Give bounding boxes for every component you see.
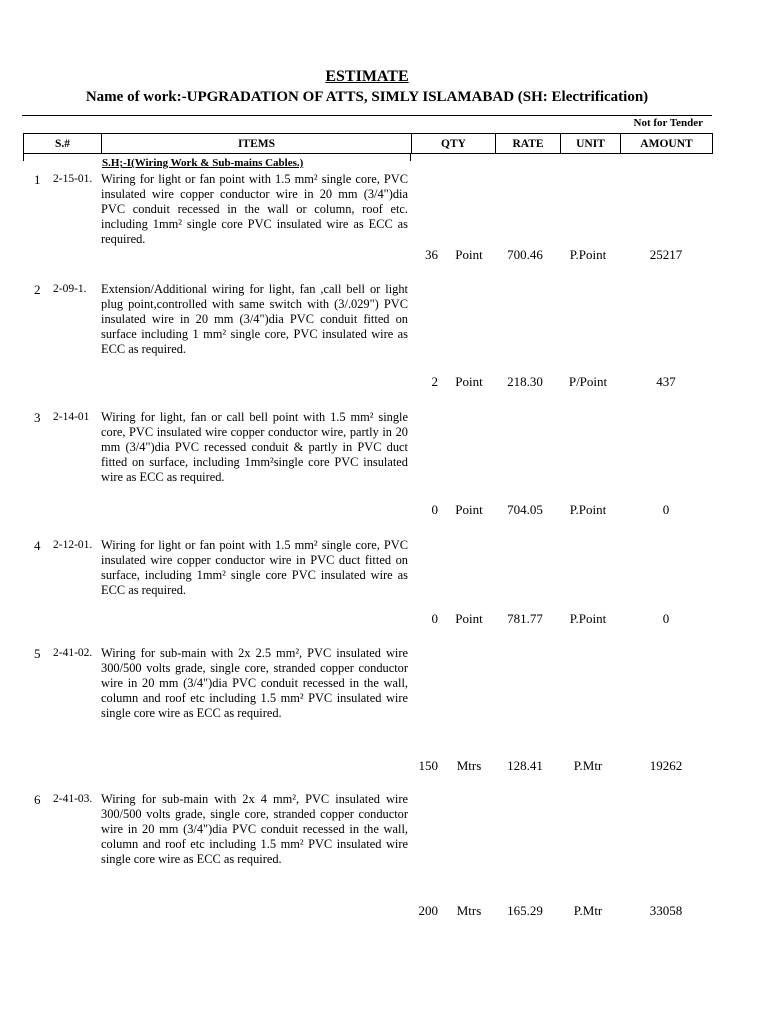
header-amount: AMOUNT	[640, 137, 693, 150]
row-qty: 0	[431, 502, 438, 517]
row-amount: 0	[662, 502, 670, 517]
row-serial-number: 3	[34, 410, 41, 425]
header-sno: S.#	[24, 134, 102, 153]
header-rate: RATE	[496, 134, 561, 153]
row-item-description: Wiring for sub-main with 2x 4 mm², PVC insulated wire 300/500 volts grade, single core, stranded copper conductor wire in 20 mm (3/4")dia PVC conduit recessed in the wall, column and roof etc including 1.5 mm² PVC insulated wire single core wire as ECC as required.	[101, 792, 408, 866]
row-qty: 0	[431, 611, 438, 626]
row-item-code: 2-15-01.	[53, 173, 93, 185]
row-amount: 25217	[649, 247, 683, 262]
row-serial-number: 4	[34, 538, 41, 553]
sub-head-title: S.H;-I(Wiring Work & Sub-mains Cables.)	[102, 157, 304, 169]
row-item-code: 2-12-01.	[53, 539, 93, 551]
row-qty-unit: Point	[455, 611, 483, 626]
row-item-description: Wiring for light or fan point with 1.5 mm² single core, PVC insulated wire copper conductor wire in 20 mm (3/4")dia PVC conduit recessed in the wall or column, roof etc. including 1mm² single core PVC insulated wire as ECC as required.	[101, 172, 408, 246]
name-of-work: Name of work:-UPGRADATION OF ATTS, SIMLY ISLAMABAD (SH: Electrification)	[85, 89, 649, 105]
row-item-code: 2-14-01	[53, 411, 90, 423]
row-amount: 19262	[649, 758, 683, 773]
row-qty: 2	[431, 374, 438, 389]
row-serial-number: 2	[34, 282, 41, 297]
row-rate: 781.77	[507, 611, 543, 626]
row-item-code: 2-41-02.	[53, 647, 93, 659]
row-item-description: Wiring for light, fan or call bell point with 1.5 mm² single core, PVC insulated wire copper conductor wire, partly in 20 mm (3/4")dia PVC recessed conduit & partly in PVC duct fitted on surface, including 1mm²single core PVC insulated wire as ECC as required.	[101, 410, 408, 484]
row-amount: 33058	[649, 903, 683, 918]
row-item-description: Extension/Additional wiring for light, fan ,call bell or light plug point,controlled with same switch with (3/.029") PVC insulated wire in 20 mm (3/4")dia PVC conduit fitted on surface including 1 mm² single core, PVC insulated wire as ECC as required.	[101, 282, 408, 356]
row-qty: 36	[425, 247, 438, 262]
row-serial-number: 5	[34, 646, 41, 661]
items-border-stub	[410, 153, 411, 161]
header-items: ITEMS	[102, 134, 412, 153]
row-amount: 437	[656, 374, 676, 389]
row-unit: P.Point	[569, 611, 607, 626]
row-amount: 0	[662, 611, 670, 626]
title-divider	[22, 115, 712, 116]
row-qty-unit: Mtrs	[456, 903, 482, 918]
row-unit: P.Point	[569, 502, 607, 517]
row-item-description: Wiring for sub-main with 2x 2.5 mm², PVC insulated wire 300/500 volts grade, single core, stranded copper conductor wire in 20 mm (3/4")dia PVC conduit recessed in the wall, column and roof etc including 1.5 mm² PVC insulated wire single core wire as ECC as required.	[101, 646, 408, 720]
row-rate: 704.05	[507, 502, 543, 517]
row-qty-unit: Mtrs	[456, 758, 482, 773]
row-serial-number: 1	[34, 172, 41, 187]
row-rate: 700.46	[507, 247, 543, 262]
row-unit: P/Point	[568, 374, 608, 389]
row-item-code: 2-41-03.	[53, 793, 93, 805]
row-qty: 150	[418, 758, 438, 773]
left-border-stub	[23, 153, 24, 161]
row-qty-unit: Point	[455, 502, 483, 517]
row-rate: 218.30	[507, 374, 543, 389]
row-rate: 128.41	[507, 758, 543, 773]
row-qty: 200	[418, 903, 438, 918]
row-item-description: Wiring for light or fan point with 1.5 mm² single core, PVC insulated wire copper conductor wire in PVC duct fitted on surface, including 1mm² single core PVC insulated wire as ECC as required.	[101, 538, 408, 597]
row-unit: P.Point	[569, 247, 607, 262]
header-unit: UNIT	[561, 134, 621, 153]
row-serial-number: 6	[34, 792, 41, 807]
row-unit: P.Mtr	[573, 758, 603, 773]
row-item-code: 2-09-1.	[53, 283, 87, 295]
row-qty-unit: Point	[455, 374, 483, 389]
tender-note: Not for Tender	[633, 117, 703, 129]
header-qty: QTY	[412, 134, 496, 153]
table-header	[23, 133, 713, 154]
row-unit: P.Mtr	[573, 903, 603, 918]
row-qty-unit: Point	[455, 247, 483, 262]
estimate-title: ESTIMATE	[325, 68, 409, 85]
row-rate: 165.29	[507, 903, 543, 918]
